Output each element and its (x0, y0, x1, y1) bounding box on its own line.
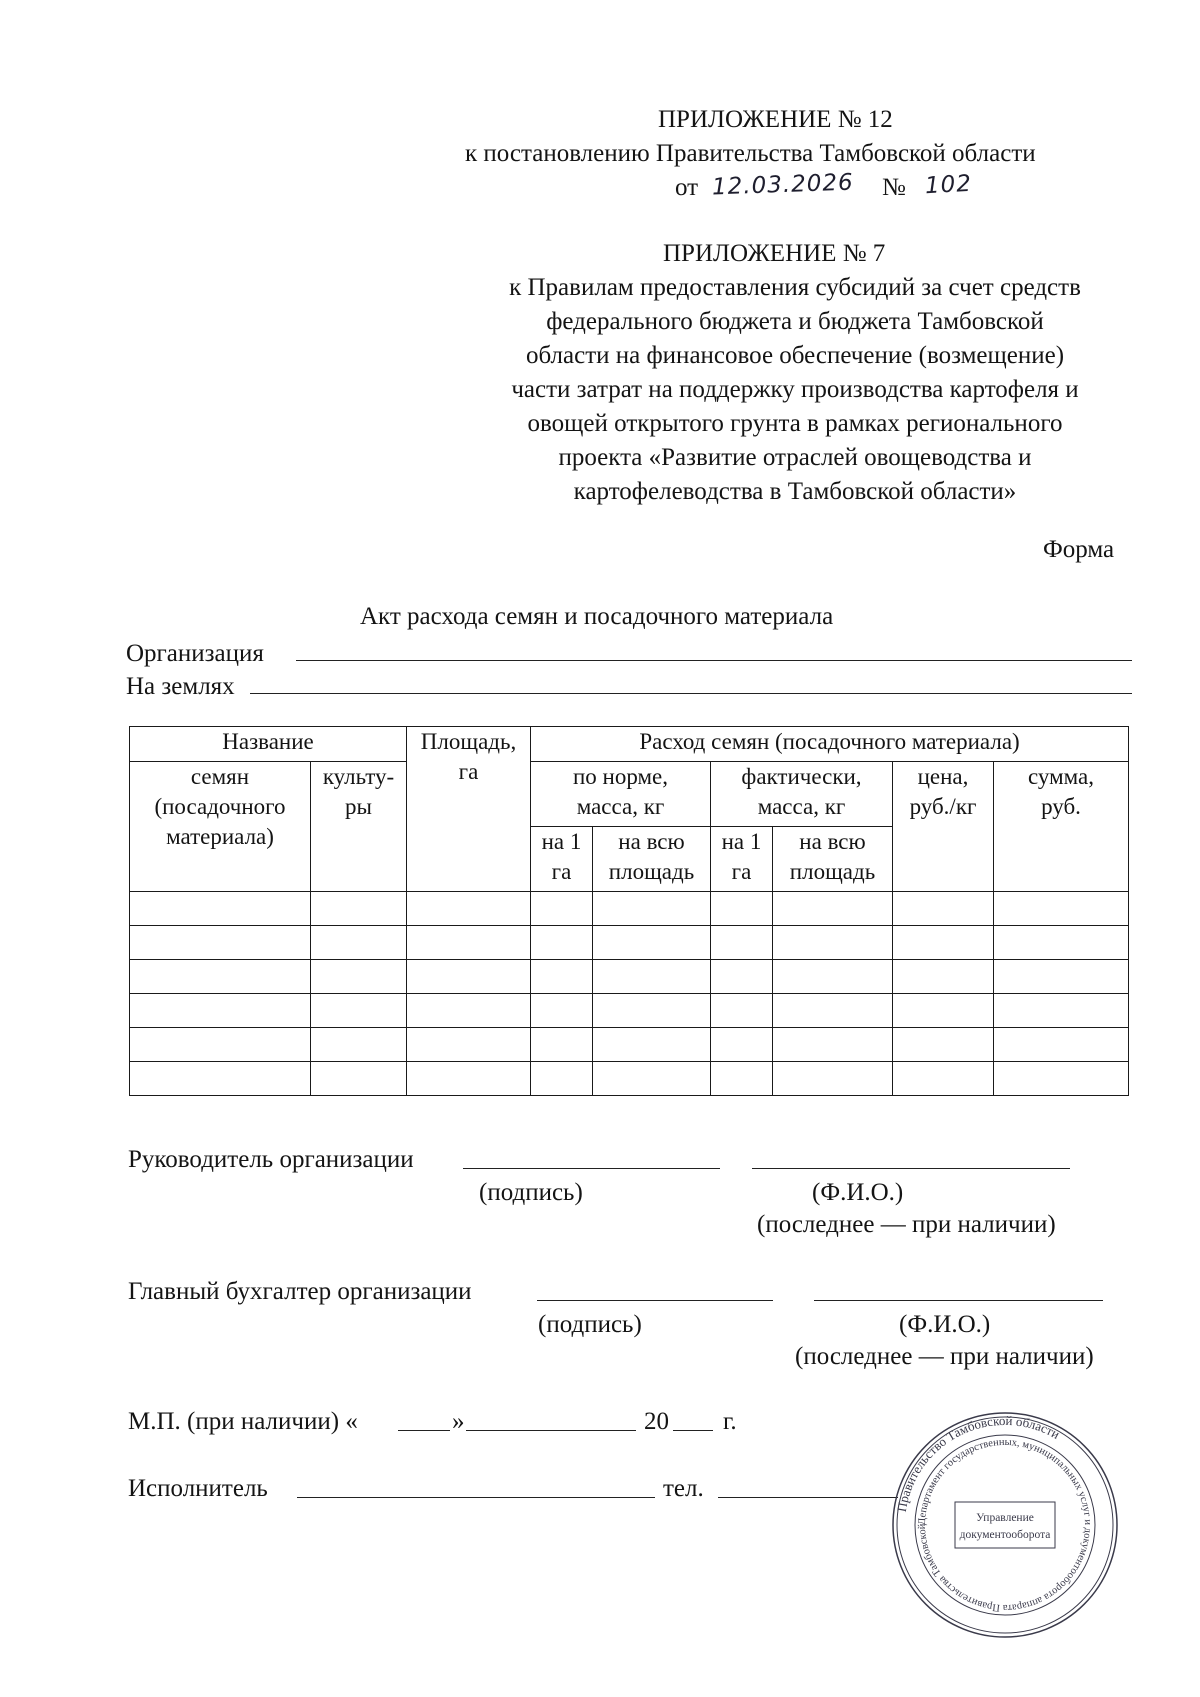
table-cell[interactable] (130, 926, 311, 960)
lands-label: На землях (126, 673, 235, 700)
head-fio-caption: (Ф.И.О.) (812, 1179, 904, 1206)
table-row (130, 1062, 1129, 1096)
table-cell[interactable] (531, 892, 593, 926)
table-cell[interactable] (407, 926, 531, 960)
table-cell[interactable] (711, 1062, 773, 1096)
table-cell[interactable] (130, 892, 311, 926)
appendix-12-heading: ПРИЛОЖЕНИЕ № 12 (658, 106, 893, 133)
table-cell[interactable] (893, 1028, 994, 1062)
table-cell[interactable] (773, 1028, 893, 1062)
table-cell[interactable] (311, 1028, 407, 1062)
rules-line-3: области на финансовое обеспечение (возмещение) (525, 342, 1065, 369)
year-suffix: г. (723, 1408, 737, 1435)
handwritten-date: 12.03.2026 (711, 169, 855, 201)
handwritten-number: 102 (924, 170, 973, 200)
table-cell[interactable] (711, 960, 773, 994)
table-cell[interactable] (311, 994, 407, 1028)
table-cell[interactable] (893, 1062, 994, 1096)
header-norm-total: на всю площадь (593, 827, 711, 892)
table-cell[interactable] (531, 994, 593, 1028)
head-fio-field[interactable] (752, 1168, 1070, 1169)
table-cell[interactable] (994, 960, 1129, 994)
phone-label: тел. (663, 1475, 704, 1502)
table-cell[interactable] (773, 1062, 893, 1096)
table-cell[interactable] (407, 1028, 531, 1062)
appendix-7-heading: ПРИЛОЖЕНИЕ № 7 (663, 240, 886, 267)
table-row (130, 892, 1129, 926)
table-cell[interactable] (311, 1062, 407, 1096)
table-cell[interactable] (773, 892, 893, 926)
table-cell[interactable] (773, 926, 893, 960)
head-fio-note: (последнее — при наличии) (757, 1211, 1056, 1238)
table-cell[interactable] (593, 892, 711, 926)
act-title: Акт расхода семян и посадочного материала (360, 603, 834, 630)
accountant-label: Главный бухгалтер организации (128, 1278, 472, 1305)
seal-line-prefix: М.П. (при наличии) « (128, 1408, 358, 1435)
organization-label: Организация (126, 640, 264, 667)
table-cell[interactable] (773, 994, 893, 1028)
lands-field[interactable] (250, 693, 1132, 694)
stamp-outer-text: Правительство Тамбовской области (893, 1412, 1063, 1513)
table-cell[interactable] (593, 994, 711, 1028)
table-cell[interactable] (773, 960, 893, 994)
table-row (130, 926, 1129, 960)
executor-label: Исполнитель (128, 1475, 268, 1502)
table-cell[interactable] (893, 926, 994, 960)
accountant-signature-field[interactable] (537, 1300, 773, 1301)
header-area: Площадь, га (407, 727, 531, 892)
table-cell[interactable] (893, 994, 994, 1028)
header-price: цена, руб./кг (893, 762, 994, 892)
accountant-fio-note: (последнее — при наличии) (795, 1343, 1094, 1370)
table-row (130, 994, 1129, 1028)
table-cell[interactable] (311, 960, 407, 994)
resolution-reference: к постановлению Правительства Тамбовской области (465, 140, 1036, 167)
rules-line-1: к Правилам предоставления субсидий за счет средств (509, 274, 1081, 301)
official-seal-stamp (890, 1410, 1120, 1640)
table-cell[interactable] (711, 926, 773, 960)
seal-quote-close: » (452, 1408, 465, 1435)
table-cell[interactable] (711, 1028, 773, 1062)
phone-field[interactable] (718, 1497, 898, 1498)
rules-line-4: части затрат на поддержку производства картофеля и (511, 376, 1079, 403)
executor-field[interactable] (297, 1497, 655, 1498)
table-cell[interactable] (893, 892, 994, 926)
seal-day-field[interactable] (398, 1430, 450, 1431)
table-row (130, 960, 1129, 994)
number-sign: № (882, 174, 906, 201)
rules-line-2: федерального бюджета и бюджета Тамбовской (546, 308, 1044, 335)
head-signature-field[interactable] (463, 1168, 720, 1169)
header-name: Название (130, 727, 407, 762)
table-cell[interactable] (130, 994, 311, 1028)
table-body (130, 892, 1129, 1096)
table-cell[interactable] (531, 960, 593, 994)
seed-consumption-table (129, 726, 1129, 1096)
table-cell[interactable] (407, 1062, 531, 1096)
date-prefix: от (675, 174, 699, 201)
table-cell[interactable] (994, 1028, 1129, 1062)
organization-field[interactable] (296, 660, 1132, 661)
table-cell[interactable] (531, 1062, 593, 1096)
accountant-fio-field[interactable] (814, 1300, 1103, 1301)
stamp-ring-text: Департамент государственных, муниципальных услуг и документооборота аппарата Правительства Тамбовской (916, 1436, 1094, 1614)
table-cell[interactable] (994, 1062, 1129, 1096)
table-cell[interactable] (711, 892, 773, 926)
header-consumption: Расход семян (посадочного материала) (531, 727, 1129, 762)
table-cell[interactable] (994, 926, 1129, 960)
table-cell[interactable] (311, 926, 407, 960)
table-cell[interactable] (130, 1028, 311, 1062)
header-actual-total: на всю площадь (773, 827, 893, 892)
stamp-center-line-2: документооборота (959, 1529, 1051, 1541)
table-cell[interactable] (593, 1028, 711, 1062)
stamp-center-line-1: Управление (976, 1512, 1034, 1524)
table-cell[interactable] (531, 1028, 593, 1062)
table-row (130, 1028, 1129, 1062)
header-seeds: семян (посадочного материала) (130, 762, 311, 892)
table-cell[interactable] (130, 1062, 311, 1096)
form-label: Форма (1043, 536, 1115, 563)
table-cell[interactable] (994, 994, 1129, 1028)
table-cell[interactable] (593, 960, 711, 994)
header-norm: по норме, масса, кг (531, 762, 711, 827)
header-crop: культу- ры (311, 762, 407, 892)
head-label: Руководитель организации (128, 1146, 414, 1173)
rules-line-6: проекта «Развитие отраслей овощеводства и (558, 444, 1032, 471)
rules-line-5: овощей открытого грунта в рамках регионального (527, 410, 1063, 437)
header-actual: фактически, масса, кг (711, 762, 893, 827)
table-cell[interactable] (593, 926, 711, 960)
table-cell[interactable] (593, 1062, 711, 1096)
seal-year-field[interactable] (673, 1430, 713, 1431)
table-cell[interactable] (893, 960, 994, 994)
accountant-signature-caption: (подпись) (538, 1311, 642, 1338)
header-norm-per-ha: на 1 га (531, 827, 593, 892)
table-cell[interactable] (311, 892, 407, 926)
year-prefix: 20 (644, 1408, 669, 1435)
accountant-fio-caption: (Ф.И.О.) (899, 1311, 991, 1338)
table-cell[interactable] (130, 960, 311, 994)
header-actual-per-ha: на 1 га (711, 827, 773, 892)
head-signature-caption: (подпись) (479, 1179, 583, 1206)
table-cell[interactable] (407, 994, 531, 1028)
rules-line-7: картофелеводства в Тамбовской области» (573, 478, 1017, 505)
table-cell[interactable] (407, 892, 531, 926)
table-cell[interactable] (407, 960, 531, 994)
table-cell[interactable] (531, 926, 593, 960)
table-cell[interactable] (711, 994, 773, 1028)
seal-month-field[interactable] (466, 1430, 636, 1431)
header-sum: сумма, руб. (994, 762, 1129, 892)
table-cell[interactable] (994, 892, 1129, 926)
